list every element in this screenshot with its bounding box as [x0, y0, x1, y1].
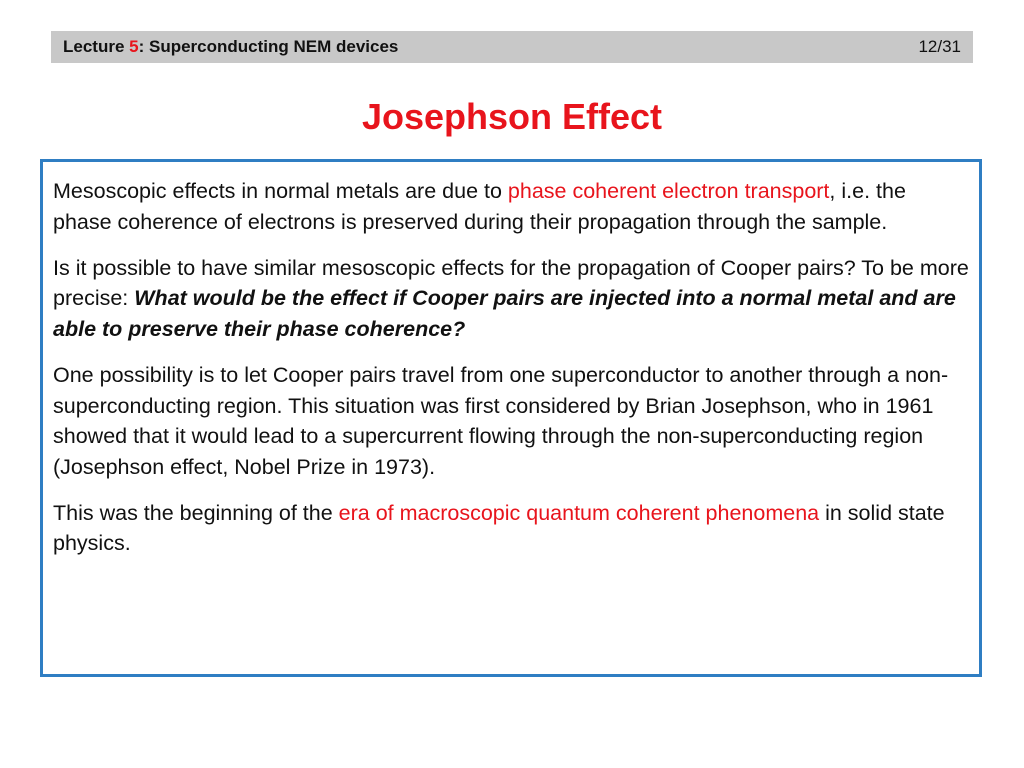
- paragraph-1: [53, 176, 969, 237]
- header-bar: [51, 31, 973, 63]
- paragraph-4: [53, 498, 969, 559]
- lecture-prefix: Lecture: [63, 37, 130, 56]
- p1-highlight: phase coherent electron transport: [507, 179, 830, 203]
- lecture-suffix: : Superconducting NEM devices: [138, 37, 399, 56]
- p4-highlight: era of macroscopic quantum coherent phenomena: [338, 500, 820, 525]
- content-body: [53, 176, 969, 575]
- content-box: [40, 159, 982, 677]
- paragraph-3: [53, 360, 969, 482]
- slide-title: Josephson Effect: [361, 96, 663, 137]
- p1-text-before: Mesoscopic effects in normal metals are due to: [53, 179, 508, 203]
- p4-text-after: in solid state physics.: [53, 500, 945, 556]
- p4-text-before: This was the beginning of the: [53, 500, 339, 525]
- paragraph-2: [53, 253, 969, 345]
- p3-text: One possibility is to let Cooper pairs travel from one superconductor to another through a non-superconducting region. This situation was first considered by Brian Josephson, who in 1961 showed that it would lead to a supercurrent flowing through the non-superconducting region (Josephson effect, Nobel Prize in 1973).: [53, 362, 949, 479]
- page-number: 12/31: [918, 37, 961, 56]
- p1-text-after: , i.e. the phase coherence of electrons is preserved during their propagation through the sample.: [53, 179, 906, 234]
- p2-emphasis: What would be the effect if Cooper pairs are injected into a normal metal and are able to preserve their phase coherence?: [53, 286, 956, 341]
- lecture-title: [63, 37, 398, 57]
- lecture-number: 5: [129, 37, 139, 56]
- p2-text-before: Is it possible to have similar mesoscopic effects for the propagation of Cooper pairs? To be more precise:: [53, 255, 969, 311]
